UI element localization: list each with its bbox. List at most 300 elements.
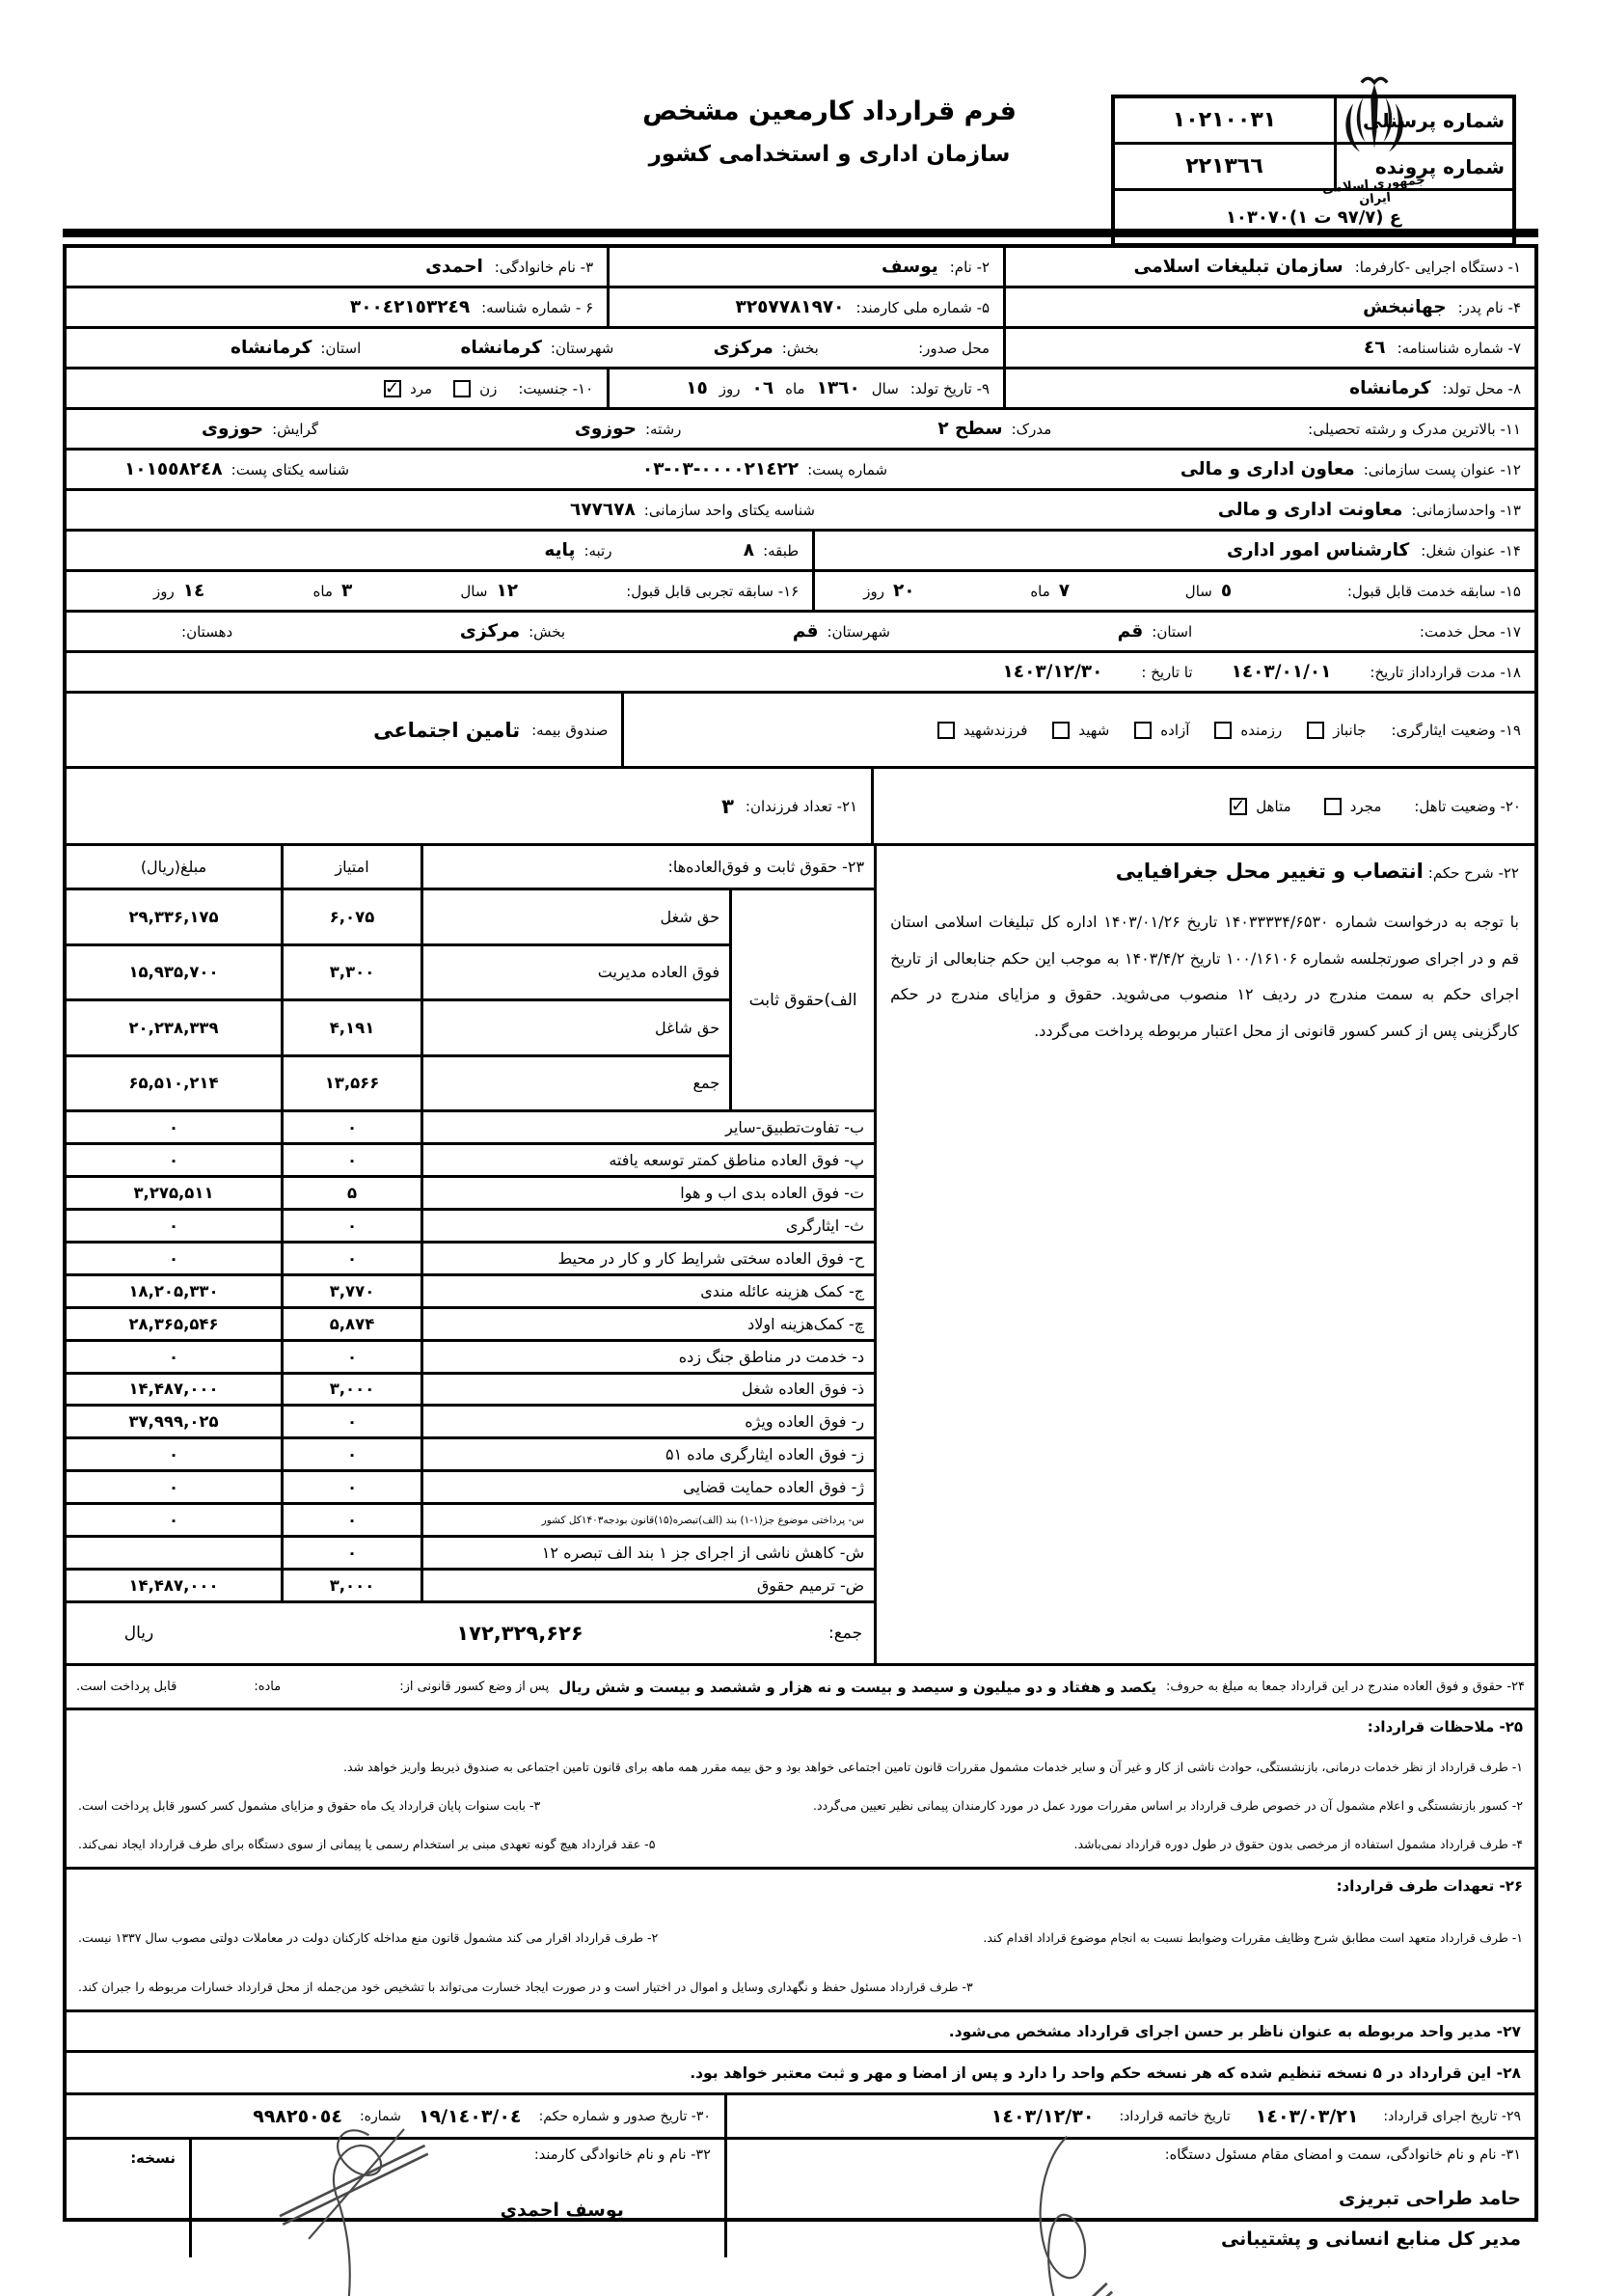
table-row xyxy=(67,1439,874,1472)
salary-item-score: ۰ xyxy=(284,1112,423,1142)
form-org-title: سازمان اداری و استخدامی کشور xyxy=(648,142,1011,167)
remarks-title: ۲۵- ملاحظات قرارداد: xyxy=(1367,1718,1523,1736)
personnel-number-value: ۱۰۲۱۰۰۳۱ xyxy=(1172,108,1277,132)
official-signature-cell xyxy=(727,2140,1534,2257)
gender-female-option xyxy=(453,380,497,397)
field-children-count xyxy=(67,769,874,843)
org-unit xyxy=(815,500,1521,520)
official-name: حامد طراحی تبریزی xyxy=(1338,2188,1521,2209)
service-village-label: دهستان: xyxy=(181,622,233,641)
decree-title: انتصاب و تغییر محل جغرافیایی xyxy=(1115,860,1424,883)
org-unit-uid-value: ٦۷۷٦۷۸ xyxy=(570,500,636,520)
job-class-value: ۸ xyxy=(743,540,755,560)
fixed-salary-group xyxy=(67,890,874,1112)
field-class-rank xyxy=(67,532,815,569)
table-row xyxy=(67,1375,874,1408)
decree-issue-date-label: ۳۰- تاریخ صدور و شماره حکم: xyxy=(538,2108,711,2124)
remark-5: ۵- عقد قرارداد هیچ گونه تعهدی مبنی بر استخدام رسمی یا پیمانی از سوی دستگاه برای طرف قرارداد ایجاد نمی‌کند. xyxy=(78,1837,656,1851)
row-org-post xyxy=(67,451,1534,491)
salary-item-amount: ۰ xyxy=(67,1244,284,1273)
job-class-label: طبقه: xyxy=(763,541,800,560)
salary-item-label: ش- کاهش ناشی از اجرای جز ۱ بند الف تبصره ۱۲ xyxy=(541,1544,865,1563)
execution-date-label: ۲۹- تاریخ اجرای قرارداد: xyxy=(1383,2108,1521,2124)
post-uid-value: ۱۰۱٥٥۸۲٤۸ xyxy=(124,459,223,479)
issue-county-label: شهرستان: xyxy=(550,339,614,357)
salary-item-score: ۰ xyxy=(284,1439,423,1469)
education-branch xyxy=(202,419,318,439)
salary-item-amount: ۱۸,۲۰۵,۳۳۰ xyxy=(67,1276,284,1306)
single-checkbox[interactable] xyxy=(1324,798,1342,815)
martyr-checkbox[interactable] xyxy=(1052,722,1070,739)
field-issue-place xyxy=(67,329,1006,367)
issue-province-label: استان: xyxy=(320,339,362,357)
row-signatures xyxy=(67,2140,1534,2257)
salary-item-score: ۶,۰۷۵ xyxy=(284,890,423,943)
row-org-unit xyxy=(67,491,1534,532)
sacrifice-status-label: ۱۹- وضعیت ایثارگری: xyxy=(1391,721,1521,739)
job-title-value: کارشناس امور اداری xyxy=(1227,540,1410,560)
form-title: فرم قرارداد کارمعین مشخص xyxy=(642,96,1017,126)
article-label: ماده: xyxy=(254,1680,282,1694)
children-count-value: ۳ xyxy=(721,794,734,818)
remark-line xyxy=(78,1760,1523,1774)
salary-table xyxy=(67,846,874,1663)
salary-total-value: ۱۷۲,۳۲۹,۶۲۶ xyxy=(456,1622,583,1646)
salary-item-amount: ۰ xyxy=(67,1505,284,1535)
freed-pow-checkbox[interactable] xyxy=(1134,722,1152,739)
row-marital-children xyxy=(67,769,1534,846)
contract-from-date: ۱٤۰۳/۰۱/۰۱ xyxy=(1231,662,1332,682)
employee-name: یوسف احمدی xyxy=(500,2200,624,2221)
salary-item-score: ۰ xyxy=(284,1145,423,1175)
field-org-unit xyxy=(67,491,1534,529)
experience-history-label: ۱۶- سابقه تجربی قابل قبول: xyxy=(626,582,800,600)
salary-item-amount: ۲۹,۳۳۶,۱۷۵ xyxy=(67,890,284,943)
post-uid xyxy=(124,459,349,479)
decree-description-cell xyxy=(874,846,1534,1663)
deduction-suffix: پس از وضع کسور قانونی از: xyxy=(399,1680,550,1694)
issue-place-label: محل صدور: xyxy=(918,339,990,357)
payable-label: قابل پرداخت است. xyxy=(76,1680,177,1694)
supervisor-statement: ۲۷- مدیر واحد مربوطه به عنوان ناظر بر حسن اجرای قرارداد مشخص می‌شود. xyxy=(948,2022,1521,2040)
field-job-title xyxy=(815,532,1534,569)
row-execution-issue-dates xyxy=(67,2095,1534,2140)
salary-item-label: ت- فوق العاده بدی اب و هوا xyxy=(680,1183,865,1202)
contract-table xyxy=(63,244,1538,2250)
service-province-value: قم xyxy=(1117,621,1144,642)
table-row xyxy=(67,1276,874,1309)
birth-place-value: کرمانشاه xyxy=(1349,378,1431,398)
salary-item-label: پ- فوق العاده مناطق کمتر توسعه یافته xyxy=(609,1150,865,1169)
field-national-id xyxy=(610,288,1006,326)
salary-item-amount: ۰ xyxy=(67,1145,284,1175)
salary-item-label: ث- ایثارگری xyxy=(785,1216,865,1235)
salary-item-score: ۰ xyxy=(284,1342,423,1372)
row-supervisor-note xyxy=(67,2012,1534,2053)
row-amount-in-words xyxy=(67,1666,1534,1710)
official-title: مدیر کل منابع انسانی و پشتیبانی xyxy=(1220,2228,1521,2250)
insurance-fund-value: تامین اجتماعی xyxy=(373,718,521,742)
field-contract-period xyxy=(67,653,1534,691)
job-title-label: ۱۴- عنوان شغل: xyxy=(1421,541,1521,560)
last-name-label: ۳- نام خانوادگی: xyxy=(494,258,594,276)
education-field xyxy=(575,419,681,439)
gender-male-label: مرد xyxy=(410,379,433,397)
gender-male-checkbox[interactable] xyxy=(384,380,401,397)
salary-item-amount xyxy=(67,1538,284,1568)
field-last-name xyxy=(67,248,610,286)
fixed-salary-rows xyxy=(67,890,729,1109)
field-execution-date xyxy=(727,2095,1534,2137)
salary-table-title: ۲۳- حقوق ثابت و فوق‌العاده‌ها: xyxy=(667,858,865,876)
salary-item-label: ح- فوق العاده سختی شرایط کار و کار در محیط xyxy=(557,1248,865,1268)
remark-1: ۱- طرف قرارداد از نظر خدمات درمانی، بازنشستگی، حوادث ناشی از کار و غیر آن و سایر خدمات مشمول مقررات قانون تامین اجتماعی خواهد بود و حق بیمه مقرر همه ماهه برای قانون تامین اجتماعی به صندوق ذیربط واریز خواهد شد. xyxy=(343,1760,1523,1774)
salary-item-label: جمع xyxy=(692,1074,720,1093)
birth-day-value: ۱٥ xyxy=(686,378,708,398)
birth-date-label: ۹- تاریخ تولد: xyxy=(909,379,990,397)
issue-district xyxy=(714,338,819,358)
job-rank-value: پایه xyxy=(544,540,576,560)
salary-item-label: س- پرداختی موضوع جز(۱-۱) بند (الف)تبصره(۱۵)قانون بودجه۱۴۰۳کل کشور xyxy=(541,1514,865,1526)
salary-item-score: ۰ xyxy=(284,1211,423,1241)
amount-words-label: ۲۴- حقوق و فوق العاده مندرج در این قرارداد جمعا به مبلغ به حروف: xyxy=(1166,1680,1525,1694)
gender-female-label: زن xyxy=(479,379,498,397)
decree-number-label: شماره: xyxy=(359,2108,401,2124)
birth-month-label: ماه xyxy=(785,379,805,397)
row-father-ids xyxy=(67,288,1534,329)
id-number-box xyxy=(1111,95,1516,247)
decree-body-text: با توجه به درخواست شماره ۱۴۰۳۳۳۳۴/۶۵۳۰ تاریخ ۱۴۰۳/۰۱/۲۶ اداره کل تبلیغات اسلامی استان قم و در اجرای صورتجلسه شماره ۱۰۰/۱۶۱۰۶ تاریخ ۱۴۰۳/۴/۲ به موجب این حکم جنابعالی از تاریخ اجرای حکم به سمت مندرج در ردیف ۱۲ منصوب می‌شوید. حقوق و مزایای مندرج در حکم کارگزینی پس از کسر کسور قانونی از محل اعتبار مربوطه پرداخت می‌گردد. xyxy=(890,913,1520,1040)
experience-years-unit: سال xyxy=(460,582,488,600)
remark-2: ۲- کسور بازنشستگی و اعلام مشمول آن در خصوص طرف قرارداد بر اساس مقررات مورد عمل در مورد کارمندان پیمانی نظیر تعیین می‌گردد. xyxy=(813,1798,1523,1813)
org-post-title xyxy=(1180,459,1521,479)
branch-label: گرایش: xyxy=(272,420,319,438)
obligation-line xyxy=(78,1980,1523,1994)
employee-code-value: ۳۰۰٤۲۱٥۳۲٤۹ xyxy=(349,297,471,317)
post-number-label: شماره پست: xyxy=(807,460,888,478)
salary-item-score: ۳,۰۰۰ xyxy=(284,1375,423,1405)
salary-item-amount: ۰ xyxy=(67,1472,284,1502)
table-row xyxy=(67,1244,874,1276)
single-label: مجرد xyxy=(1349,797,1382,815)
insurance-fund-label: صندوق بیمه: xyxy=(531,721,609,739)
amount-words-value: یکصد و هفتاد و دو میلیون و سیصد و بیست و نه هزار و ششصد و بیست و شش ریال xyxy=(558,1678,1157,1696)
salary-item-label: د- خدمت در مناطق جنگ زده xyxy=(678,1347,865,1366)
field-marital-status xyxy=(874,769,1534,843)
experience-months-value: ۳ xyxy=(340,581,353,601)
issue-province xyxy=(231,338,361,358)
row-contract-period xyxy=(67,653,1534,694)
salary-item-amount: ۳۷,۹۹۹,۰۲۵ xyxy=(67,1407,284,1436)
field-sacrifice-status xyxy=(624,694,1534,766)
field-insurance-fund xyxy=(67,694,624,766)
married-checkbox[interactable] xyxy=(1230,798,1247,815)
obligation-1: ۱- طرف قرارداد متعهد است مطابق شرح وظایف مقررات وضوابط نسبت به انجام موضوع قراداد اقدام کند. xyxy=(983,1929,1523,1945)
header-divider-bar xyxy=(63,229,1538,237)
degree-label: مدرک: xyxy=(1011,420,1052,438)
row-job-title xyxy=(67,532,1534,572)
salary-item-score: ۳,۷۷۰ xyxy=(284,1276,423,1306)
contract-to-label: تا تاریخ : xyxy=(1141,663,1193,681)
service-days-value: ۲۰ xyxy=(893,581,915,601)
job-class xyxy=(611,540,799,560)
experience-days-value: ۱٤ xyxy=(182,581,205,601)
service-days-unit: روز xyxy=(863,582,884,600)
birth-cert-no-label: ۷- شماره شناسنامه: xyxy=(1397,339,1521,357)
obligations-title: ۲۶- تعهدات طرف قرارداد: xyxy=(1336,1877,1523,1895)
service-district-label: بخش: xyxy=(529,622,566,641)
gender-label: ۱۰- جنسیت: xyxy=(518,379,594,397)
remark-line xyxy=(78,1837,1523,1851)
table-row xyxy=(67,1342,874,1375)
service-location-label: ۱۷- محل خدمت: xyxy=(1419,622,1521,641)
birth-month-value: ۰٦ xyxy=(751,378,774,398)
dossier-number-row xyxy=(1115,145,1512,191)
salary-item-label: ر- فوق العاده ویژه xyxy=(745,1412,865,1432)
row-birth-gender xyxy=(67,369,1534,410)
table-row xyxy=(67,1407,874,1439)
salary-item-score: ۳,۰۰۰ xyxy=(284,1571,423,1600)
post-uid-label: شناسه یکتای پست: xyxy=(231,460,350,478)
table-row xyxy=(67,946,729,1002)
employee-code-label: ۶ - شماره شناسه: xyxy=(481,298,594,316)
row-copies-note xyxy=(67,2053,1534,2095)
service-months-unit: ماه xyxy=(1030,582,1050,600)
service-months-value: ۷ xyxy=(1058,581,1071,601)
last-name-value: احمدی xyxy=(425,257,483,277)
salary-item-amount: ۰ xyxy=(67,1211,284,1241)
first-name-value: یوسف xyxy=(881,257,938,277)
freed-pow-label: آزاده xyxy=(1160,721,1190,739)
salary-item-label: حق شاغل xyxy=(655,1018,720,1037)
experience-days-unit: روز xyxy=(153,582,175,600)
table-row xyxy=(67,1112,874,1145)
salary-item-amount: ۳,۲۷۵,۵۱۱ xyxy=(67,1178,284,1208)
copies-statement: ۲۸- این قرارداد در ۵ نسخه تنظیم شده که هر نسخه حکم واحد را دارد و پس از امضا و مهر و ثبت معتبر خواهد بود. xyxy=(690,2064,1521,2082)
field-service-location xyxy=(67,613,1534,650)
field-birth-place xyxy=(1006,369,1534,407)
salary-item-score: ۳,۳۰۰ xyxy=(284,946,423,999)
salary-item-label: ب- تفاوت‌تطبیق-سایر xyxy=(725,1117,865,1136)
issue-district-value: مرکزی xyxy=(713,338,773,358)
score-column-header: امتیاز xyxy=(284,846,423,888)
salary-header-row xyxy=(67,846,874,890)
post-number-value: ۰۳-۰۳-۰۰۰۰۲۱٤۲۲ xyxy=(641,459,800,479)
salary-item-amount: ۰ xyxy=(67,1342,284,1372)
decree-label: ۲۲- شرح حکم: xyxy=(1427,864,1519,882)
martyr-label: شهید xyxy=(1078,721,1110,739)
org-unit-label: ۱۳- واحدسازمانی: xyxy=(1411,501,1521,519)
agency-value: سازمان تبلیغات اسلامی xyxy=(1133,257,1343,277)
salary-item-label: ز- فوق العاده ایثارگری ماده ۵۱ xyxy=(665,1445,865,1464)
field-agency xyxy=(1006,248,1534,286)
row-sacrifice-insurance xyxy=(67,694,1534,769)
married-label: متاهل xyxy=(1256,797,1291,815)
experience-years-value: ۱۲ xyxy=(496,581,519,601)
contract-period-label: ۱۸- مدت قرارداداز تاریخ: xyxy=(1370,663,1521,681)
official-signature-icon xyxy=(1004,2128,1120,2296)
service-county-value: قم xyxy=(792,621,819,642)
field-of-study-value: حوزوی xyxy=(574,419,637,439)
table-row xyxy=(67,890,729,946)
row-birth-certificate xyxy=(67,329,1534,369)
field-issue-date-number xyxy=(67,2095,727,2137)
salary-item-label: ذ- فوق العاده شغل xyxy=(741,1380,865,1399)
employee-signature-label: ۳۲- نام و نام خانوادگی کارمند: xyxy=(533,2147,711,2163)
field-experience-history xyxy=(67,572,815,610)
termination-date-value: ۱٤۰۳/۱۲/۳۰ xyxy=(990,2105,1095,2127)
dossier-number-label: شماره پرونده xyxy=(1334,145,1512,188)
form-titles xyxy=(579,96,1080,167)
issue-county xyxy=(461,338,614,358)
obligation-line xyxy=(78,1930,1523,1945)
table-row xyxy=(67,1211,874,1244)
salary-item-score: ۵ xyxy=(284,1178,423,1208)
salary-item-amount: ۰ xyxy=(67,1439,284,1469)
field-first-name xyxy=(610,248,1006,286)
salary-item-score: ۰ xyxy=(284,1505,423,1535)
row-contract-remarks xyxy=(67,1710,1534,1870)
salary-item-label: ژ- فوق العاده حمایت قضایی xyxy=(683,1478,865,1497)
issue-province-value: کرمانشاه xyxy=(231,338,312,358)
table-row xyxy=(67,1505,874,1538)
field-service-history xyxy=(815,572,1534,610)
table-row xyxy=(67,1057,729,1110)
marital-status-label: ۲۰- وضعیت تاهل: xyxy=(1414,797,1521,815)
salary-item-amount: ۱۴,۴۸۷,۰۰۰ xyxy=(67,1375,284,1405)
obligation-2: ۲- طرف قرارداد اقرار می کند مشمول قانون منع مداخله کارکنان دولت در معاملات دولتی مصوب سال ۱۳۳۷ نیست. xyxy=(78,1929,659,1945)
table-row xyxy=(67,1538,874,1571)
salary-item-label: ض- ترمیم حقوق xyxy=(756,1576,865,1596)
birth-day-label: روز xyxy=(719,379,741,397)
birth-year-value: ۱۳٦۰ xyxy=(816,378,860,398)
decree-issue-date-value: ۱٤۰۳/۰٤/۱۹ xyxy=(418,2105,522,2127)
salary-item-label: حق شغل xyxy=(660,907,720,926)
branch-value: حوزوی xyxy=(202,419,264,439)
employee-signature-cell xyxy=(192,2140,727,2257)
service-years-value: ٥ xyxy=(1220,581,1233,601)
combatant-label: رزمنده xyxy=(1240,721,1283,739)
decree-and-salary-section xyxy=(67,846,1534,1666)
salary-item-score: ۰ xyxy=(284,1244,423,1273)
remark-4: ۴- طرف قرارداد مشمول استفاده از مرخصی بدون حقوق در طول دوره قرارداد نمی‌باشد. xyxy=(1073,1837,1523,1851)
job-rank-label: رتبه: xyxy=(583,541,612,560)
remark-line xyxy=(78,1798,1523,1813)
salary-item-amount: ۲۸,۳۶۵,۵۴۶ xyxy=(67,1309,284,1339)
degree-value: سطح ۲ xyxy=(937,419,1003,439)
copy-number-cell xyxy=(67,2140,192,2257)
org-unit-value: معاونت اداری و مالی xyxy=(1217,500,1403,520)
post-number xyxy=(642,459,887,479)
salary-item-score: ۰ xyxy=(284,1538,423,1568)
org-unit-uid-label: شناسه یکتای واحد سازمانی: xyxy=(643,501,815,519)
decree-heading xyxy=(890,860,1519,883)
execution-date-value: ۱٤۰۳/۰۳/۲۱ xyxy=(1255,2105,1359,2127)
experience-months-unit: ماه xyxy=(312,582,333,600)
service-province-label: استان: xyxy=(1152,622,1193,641)
salary-item-score: ۱۳,۵۶۶ xyxy=(284,1057,423,1110)
org-post-value: معاون اداری و مالی xyxy=(1180,459,1355,479)
table-row xyxy=(67,1571,874,1603)
org-unit-uid xyxy=(570,500,815,520)
row-agency-name xyxy=(67,248,1534,288)
emblem-caption: جمهوری اسلامی ایران xyxy=(1321,173,1426,208)
salary-total-unit: ریال xyxy=(123,1624,154,1644)
row-service-history xyxy=(67,572,1534,613)
salary-item-label: فوق العاده مدیریت xyxy=(597,963,720,982)
salary-item-label: چ- کمک‌هزینه اولاد xyxy=(747,1314,865,1333)
table-row xyxy=(67,1001,729,1057)
row-education xyxy=(67,410,1534,451)
salary-item-label: ج- کمک هزینه عائله مندی xyxy=(700,1281,865,1300)
salary-item-score: ۰ xyxy=(284,1472,423,1502)
salary-total-label: جمع: xyxy=(828,1624,863,1644)
field-father-name xyxy=(1006,288,1534,326)
org-post-label: ۱۲- عنوان پست سازمانی: xyxy=(1363,460,1521,478)
employee-signature-icon xyxy=(266,2117,445,2296)
field-gender xyxy=(67,369,610,407)
table-row xyxy=(67,1145,874,1178)
salary-item-amount: ۰ xyxy=(67,1112,284,1142)
official-signature-label: ۳۱- نام و نام خانوادگی، سمت و امضای مقام مسئول دستگاه: xyxy=(1164,2147,1521,2163)
service-district-value: مرکزی xyxy=(459,621,521,642)
dossier-number-value: ۲۲۱۳٦٦ xyxy=(1185,154,1263,178)
table-row xyxy=(67,1309,874,1342)
form-code: ع (۹۷/۷ ت ۱)۱۰۳۰۷۰ xyxy=(1225,206,1402,228)
table-row xyxy=(67,1472,874,1505)
contract-to-date: ۱٤۰۳/۱۲/۳۰ xyxy=(1002,662,1103,682)
amount-column-header: مبلغ(ریال) xyxy=(67,846,284,888)
row-service-location xyxy=(67,613,1534,653)
martyr-child-label: فرزندشهید xyxy=(963,721,1028,739)
birth-cert-no-value: ٤٦ xyxy=(1364,338,1386,358)
combatant-checkbox[interactable] xyxy=(1214,722,1232,739)
veteran-label: جانباز xyxy=(1333,721,1367,739)
decree-number-value: ۹۹۸۲٥۰٥٤ xyxy=(253,2105,342,2127)
national-id-label: ۵- شماره ملی کارمند: xyxy=(855,298,990,316)
field-of-study-label: رشته: xyxy=(644,420,682,438)
personnel-number-row xyxy=(1115,98,1512,145)
birth-year-label: سال xyxy=(871,379,899,397)
children-count-label: ۲۱- تعداد فرزندان: xyxy=(745,797,858,815)
termination-date-label: تاریخ خاتمه قرارداد: xyxy=(1119,2108,1231,2124)
martyr-child-checkbox[interactable] xyxy=(937,722,955,739)
fixed-salary-group-label: الف)حقوق ثابت xyxy=(729,890,874,1109)
row-party-obligations xyxy=(67,1870,1534,2012)
salary-item-amount: ۱۵,۹۳۵,۷۰۰ xyxy=(67,946,284,999)
job-rank xyxy=(544,540,611,560)
field-org-post xyxy=(67,451,1534,488)
national-id-value: ۳۲٥۷۷۸۱۹۷۰ xyxy=(735,297,845,317)
service-county-label: شهرستان: xyxy=(827,622,890,641)
salary-item-score: ۴,۱۹۱ xyxy=(284,1001,423,1054)
service-history-label: ۱۵- سابقه خدمت قابل قبول: xyxy=(1346,582,1521,600)
obligation-3: ۳- طرف قرارداد مسئول حفظ و نگهداری وسایل و اموال در اختیار است و در صورت ایجاد خسارت می‌تواند با تشخیص خود من‌جمله از محل قرارداد خسارات مربوطه را جبران کند. xyxy=(78,1980,973,1994)
father-name-value: جهانبخش xyxy=(1363,297,1447,317)
field-birth-cert-no xyxy=(1006,329,1534,367)
issue-county-value: کرمانشاه xyxy=(460,338,542,358)
field-education xyxy=(67,410,1534,448)
veteran-checkbox[interactable] xyxy=(1307,722,1324,739)
personnel-number-label: شماره پرسنلی xyxy=(1334,98,1512,142)
agency-label: ۱- دستگاه اجرایی -کارفرما: xyxy=(1354,258,1521,276)
issue-district-label: بخش: xyxy=(781,339,819,357)
salary-item-amount: ۱۴,۴۸۷,۰۰۰ xyxy=(67,1571,284,1600)
copy-number-label: نسخه: xyxy=(130,2149,176,2167)
father-name-label: ۴- نام پدر: xyxy=(1457,298,1521,316)
gender-female-checkbox[interactable] xyxy=(453,380,471,397)
salary-item-amount: ۶۵,۵۱۰,۲۱۴ xyxy=(67,1057,284,1110)
